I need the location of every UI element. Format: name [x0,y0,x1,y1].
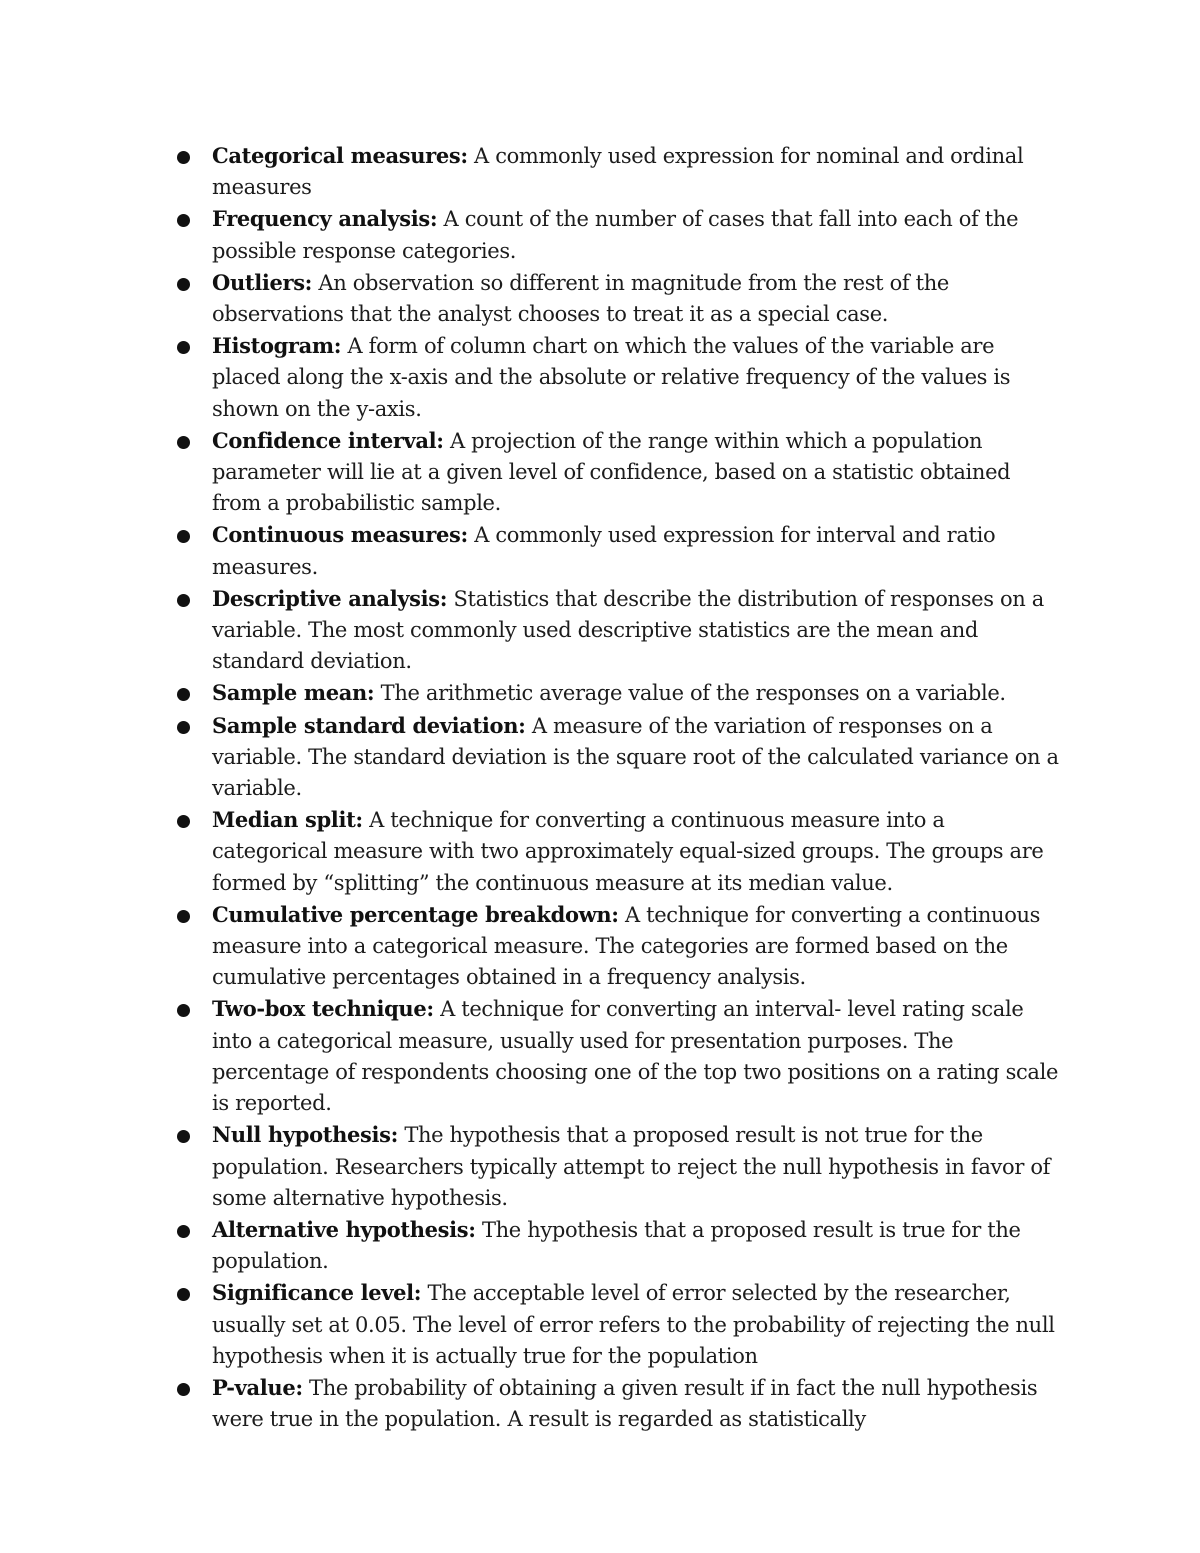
bullet-icon [177,1004,190,1017]
bullet-icon [177,1225,190,1238]
glossary-term: Frequency analysis: [212,206,438,232]
list-item [212,993,1062,1119]
glossary-definition: A measure of the variation of responses on a variable. The standard deviation is the square root of the calculated variance on a variable. [212,713,1059,801]
glossary-term: Null hypothesis: [212,1122,398,1148]
bullet-icon [177,151,190,164]
list-item [212,1277,1062,1372]
bullet-icon [177,688,190,701]
glossary-definition: The hypothesis that a proposed result is true for the population. [212,1217,1021,1274]
glossary-definition: An observation so different in magnitude from the rest of the observations that the analyst chooses to treat it as a special case. [212,270,949,327]
bullet-icon [177,815,190,828]
bullet-icon [177,341,190,354]
list-item [212,1214,1062,1277]
bullet-icon [177,436,190,449]
list-item [212,330,1062,425]
glossary-definition: The arithmetic average value of the responses on a variable. [374,681,1006,706]
glossary-term: Two-box technique: [212,996,434,1022]
list-item [212,899,1062,994]
bullet-icon [177,910,190,923]
glossary-term: Significance level: [212,1280,422,1306]
list-item [212,203,1062,266]
list-item [212,267,1062,330]
list-item [212,425,1062,520]
list-item [212,710,1062,805]
glossary-term: Alternative hypothesis: [212,1216,476,1242]
glossary-term: Continuous measures: [212,522,468,548]
list-item [212,1119,1062,1214]
list-item [212,140,1062,203]
glossary-term: Confidence interval: [212,427,444,453]
bullet-icon [177,530,190,543]
list-item [212,519,1062,582]
bullet-icon [177,594,190,607]
bullet-icon [177,278,190,291]
glossary-term: P-value: [212,1374,303,1400]
glossary-definition: The probability of obtaining a given result if in fact the null hypothesis were true in the population. A result is regarded as statistically [212,1375,1038,1432]
list-item [212,804,1062,899]
glossary-term: Sample standard deviation: [212,712,526,738]
list-item [212,677,1062,709]
glossary-term: Sample mean: [212,680,375,706]
glossary-term: Cumulative percentage breakdown: [212,901,619,927]
bullet-icon [177,214,190,227]
glossary-term: Histogram: [212,333,342,359]
bullet-icon [177,1288,190,1301]
list-item [212,583,1062,678]
glossary-definition: The hypothesis that a proposed result is not true for the population. Researchers typically attempt to reject the null hypothesis in favor of some alternative hypothesis. [212,1123,1051,1210]
bullet-icon [177,1130,190,1143]
glossary-definition: A technique for converting an interval- level rating scale into a categorical measure, usually used for presentation purposes. The percentage of respondents choosing one of the top two positions on a rating scale is reported. [212,997,1059,1116]
glossary-term: Categorical measures: [212,143,468,168]
glossary-definition: A form of column chart on which the values of the variable are placed along the x-axis and the absolute or relative frequency of the values is shown on the y-axis. [212,334,1011,421]
bullet-icon [177,721,190,734]
glossary-definition: The acceptable level of error selected by the researcher, usually set at 0.05. The level of error refers to the probability of rejecting the null hypothesis when it is actually true for the population [212,1281,1055,1368]
glossary-list [212,140,1062,1435]
glossary-term: Descriptive analysis: [212,585,448,611]
glossary-definition: A commonly used expression for interval and ratio measures. [212,523,996,579]
glossary-definition: A projection of the range within which a population parameter will lie at a given level of confidence, based on a statistic obtained from a probabilistic sample. [212,428,1011,516]
glossary-definition: A commonly used expression for nominal and ordinal measures [212,144,1024,200]
glossary-term: Outliers: [212,269,313,295]
glossary-definition: A count of the number of cases that fall into each of the possible response categories. [212,207,1019,263]
glossary-definition: A technique for converting a continuous measure into a categorical measure. The categories are formed based on the cumulative percentages obtained in a frequency analysis. [212,902,1041,990]
glossary-definition: A technique for converting a continuous measure into a categorical measure with two approximately equal-sized groups. The groups are formed by “splitting” the continuous measure at its median value. [212,808,1044,895]
list-item [212,1372,1062,1435]
bullet-icon [177,1383,190,1396]
glossary-term: Median split: [212,807,363,833]
glossary-definition: Statistics that describe the distribution of responses on a variable. The most commonly used descriptive statistics are the mean and standard deviation. [212,586,1044,674]
